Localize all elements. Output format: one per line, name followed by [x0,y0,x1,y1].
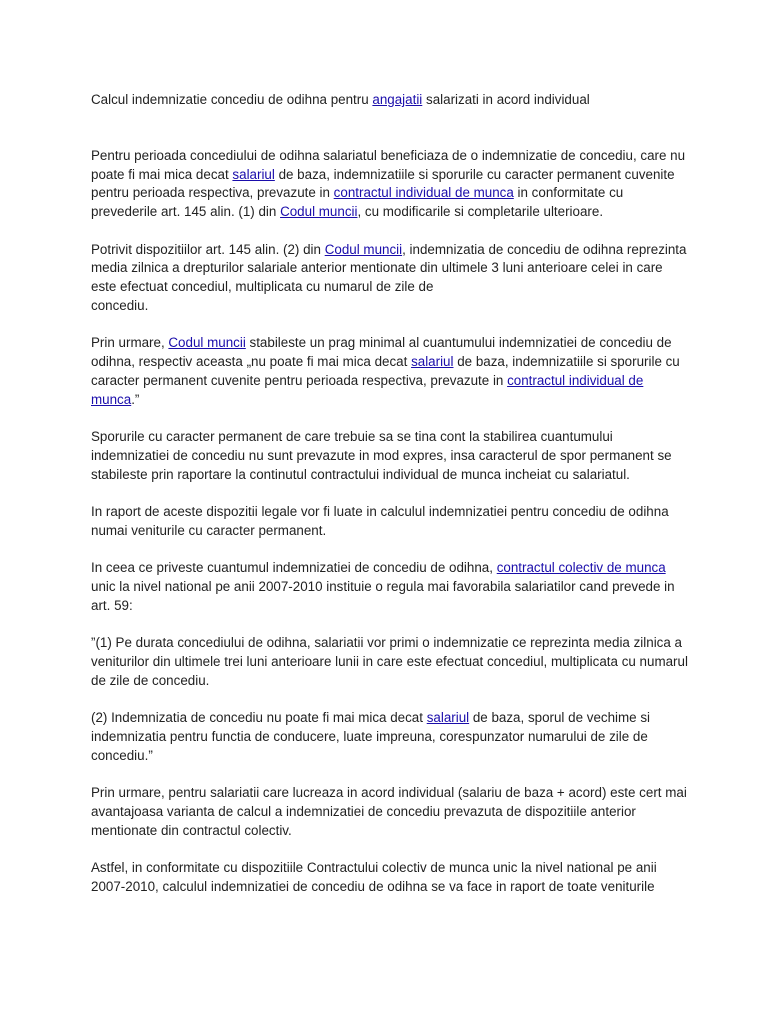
paragraph-8-quote [91,709,691,765]
p8-text-2: de baza, sporul de vechime si indemnizatia pentru functia de conducere, luate impreuna, corespunzator numarului de zile de concediu.” [91,710,650,763]
title-text-end: salarizati in acord individual [422,92,590,107]
link-salariul[interactable]: salariul [411,354,454,370]
link-contractul-individual[interactable]: contractul individual de munca [91,372,644,407]
paragraph-5: In raport de aceste dispozitii legale vor fi luate in calculul indemnizatiei pentru concediu de odihna numai veniturile cu caracter permanent. [91,504,669,538]
paragraph-6 [91,559,691,615]
p6-text-1: In ceea ce priveste cuantumul indemnizatiei de concediu de odihna, [91,560,497,576]
link-codul-muncii[interactable]: Codul muncii [168,335,246,351]
p3-text-1: Prin urmare, [91,335,169,351]
p8-text-1: (2) Indemnizatia de concediu nu poate fi mai mica decat [91,710,427,726]
p2-text-3: concediu. [91,297,149,313]
paragraph-9: Prin urmare, pentru salariatii care lucreaza in acord individual (salariu de baza + acord) este cert mai avantajoasa varianta de calcul a indemnizatiei de concediu prevazuta de dispozitiile anterior mentionate din contractul colectiv. [91,785,687,838]
p1-text-1: Pentru perioada concediului de odihna salariatul beneficiaza de o indemnizatie de concediu, care nu poate fi mai mica decat [91,147,686,182]
paragraph-7-quote: ”(1) Pe durata concediului de odihna, salariatii vor primi o indemnizatie ce reprezinta media zilnica a veniturilor din ultimele trei luni anterioare lunii in care este efectuat concediul, multiplicata cu numarul de zile de concediu. [91,635,688,688]
p3-text-3: de baza, indemnizatiile si sporurile cu caracter permanent cuvenite pentru perioada respectiva, prevazute in [91,354,680,388]
link-contractul-individual[interactable]: contractul individual de munca [333,185,514,201]
link-salariul[interactable]: salariul [232,166,275,182]
document-body [91,91,691,915]
paragraph-3 [91,334,691,409]
p6-text-2: unic la nivel national pe anii 2007-2010 instituie o regula mai favorabila salariatilor cand prevede in art. 59: [91,579,675,613]
link-angajatii[interactable]: angajatii [372,92,423,107]
link-contractul-colectiv[interactable]: contractul colectiv de munca [496,560,666,576]
title-text-start: Calcul indemnizatie concediu de odihna pentru [91,92,373,107]
paragraph-1 [91,147,691,222]
p1-text-4: , cu modificarile si completarile ulterioare. [357,204,604,220]
p1-text-2: de baza, indemnizatiile si sporurile cu caracter permanent cuvenite pentru perioada respectiva, prevazute in [91,166,675,201]
link-salariul[interactable]: salariul [426,710,470,726]
document-title [91,91,691,110]
p3-text-2: stabileste un prag minimal al cuantumului indemnizatiei de concediu de odihna, respectiv aceasta „nu poate fi mai mica decat [91,335,672,370]
link-codul-muncii[interactable]: Codul muncii [324,241,403,257]
p2-text-1: Potrivit dispozitiilor art. 145 alin. (2) din [91,241,325,257]
paragraph-4: Sporurile cu caracter permanent de care trebuie sa se tina cont la stabilirea cuantumului indemnizatiei de concediu nu sunt prevazute in mod expres, insa caracterul de spor permanent se stabileste prin raportare la continutul contractului individual de munca incheiat cu salariatul. [91,429,672,482]
paragraph-2 [91,241,691,316]
p1-text-3: in conformitate cu prevederile art. 145 alin. (1) din [91,185,624,220]
p2-text-2: , indemnizatia de concediu de odihna reprezinta media zilnica a drepturilor salariale anterior mentionate din ultimele 3 luni anterioare celei in care este efectuat concediul, multiplicata cu numarul de zile de [91,241,687,295]
link-codul-muncii[interactable]: Codul muncii [280,204,358,220]
paragraph-10: Astfel, in conformitate cu dispozitiile Contractului colectiv de munca unic la nivel national pe anii 2007-2010, calculul indemnizatiei de concediu de odihna se va face in raport de toate veniturile [91,860,657,895]
p3-text-4: .” [131,391,140,407]
